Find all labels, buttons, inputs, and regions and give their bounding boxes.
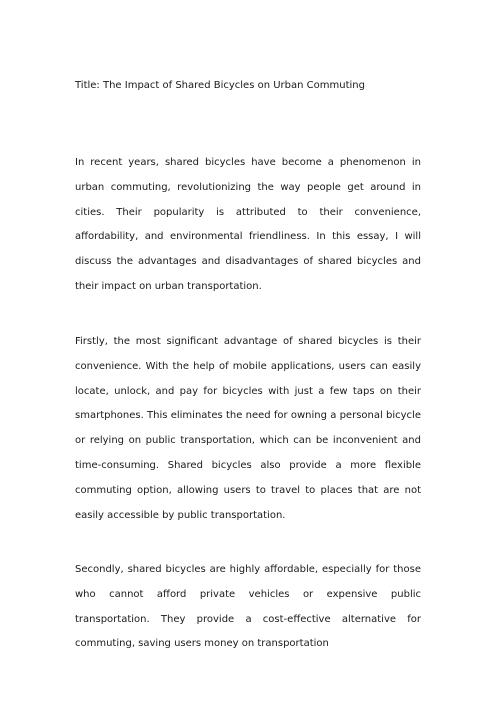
paragraph-2: Firstly, the most significant advantage of shared bicycles is their convenience. With the help of mobile applications, users can easily locate, unlock, and pay for bicycles with just a few taps on their smartphones. This eliminates the need for owning a personal bicycle or relying on public transportation, which can be inconvenient and time-consuming. Shared bicycles also provide a more flexible commuting option, allowing users to travel to places that are not easily accessible by public transportation. — [75, 336, 421, 521]
paragraph-3: Secondly, shared bicycles are highly affordable, especially for those who cannot afford private vehicles or expensive public transportation. They provide a cost-effective alternative for commuting, saving users money on transportation — [75, 564, 421, 650]
document-title: Title: The Impact of Shared Bicycles on Urban Commuting — [75, 80, 365, 91]
paragraph-1: In recent years, shared bicycles have become a phenomenon in urban commuting, revolutionizing the way people get around in cities. Their popularity is attributed to their convenience, affordability, and environmental friendliness. In this essay, I will discuss the advantages and disadvantages of shared bicycles and their impact on urban transportation. — [75, 157, 421, 292]
